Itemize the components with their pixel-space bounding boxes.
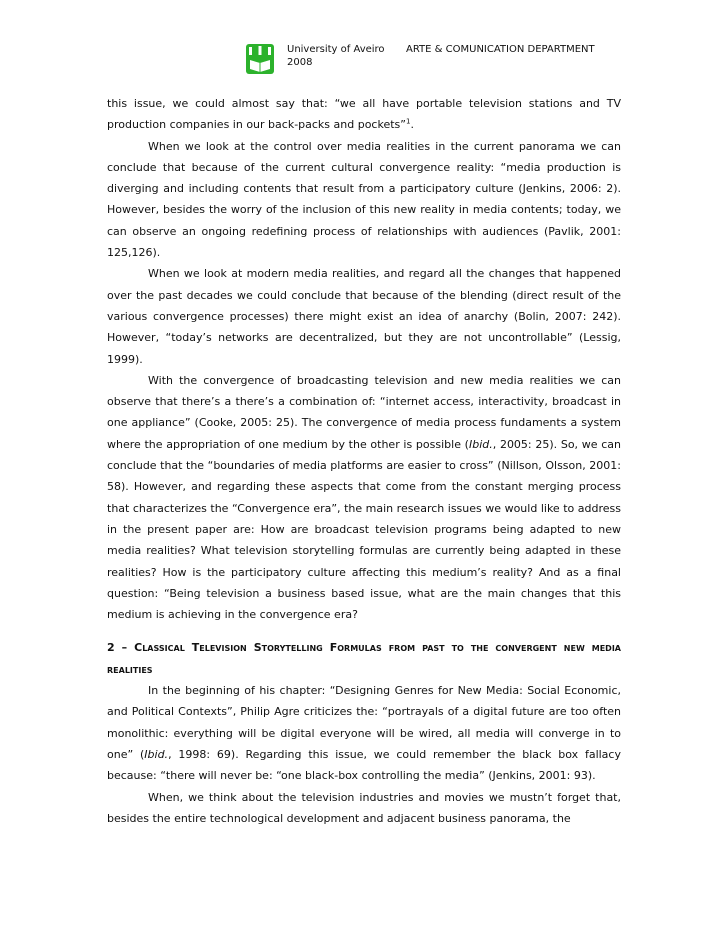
- section-heading-text: Classical Television Storytelling Formulas from past to the convergent new media realities: [107, 641, 621, 676]
- section-heading-number: 2 –: [107, 641, 135, 655]
- paragraph-1-text: this issue, we could almost say that: “we all have portable television stations and TV production companies in our back-packs and pockets”: [107, 97, 621, 132]
- paragraph-5-text-b: , 1998: 69). Regarding this issue, we could remember the black box fallacy because: “there will never be: “one black-box controlling the media” (Jenkins, 2001: 93).: [107, 747, 621, 783]
- paragraph-1-end: .: [410, 118, 414, 132]
- paragraph-5-ibid: Ibid.: [144, 747, 169, 761]
- paragraph-4-text-a: With the convergence of broadcasting television and new media realities we can observe that there’s a there’s a combination of: “internet access, interactivity, broadcast in one appliance” (Cooke, 2005: 25). The convergence of media process fundaments a system where the appropriation of one medium by the other is possible (: [107, 373, 621, 451]
- header-department: ARTE & COMUNICATION DEPARTMENT: [406, 44, 595, 55]
- paragraph-5-text-a: In the beginning of his chapter: “Designing Genres for New Media: Social Economic, and Political Contexts”, Philip Agre criticizes the: “portrayals of a digital future are too often monolithic: everything will be digital everyone will be wired, all media will converge in to one” (: [107, 684, 621, 761]
- paragraph-1: [107, 93, 621, 136]
- page-body: [107, 93, 621, 829]
- university-logo-icon: [246, 44, 274, 74]
- paragraph-5: [107, 680, 621, 786]
- section-gap: [107, 625, 621, 637]
- page-header: [0, 0, 728, 90]
- paragraph-2: When we look at the control over media realities in the current panorama we can conclude that because of the current cultural convergence reality: “media production is diverging and including contents that result from a participatory culture (Jenkins, 2006: 2). However, besides the worry of the inclusion of this new reality in media contents; today, we can observe an ongoing redefining process of relationships with audiences (Pavlik, 2001: 125,126).: [107, 139, 621, 260]
- section-heading: [107, 637, 621, 680]
- paragraph-3: When we look at modern media realities, and regard all the changes that happened over the past decades we could conclude that because of the blending (direct result of the various convergence processes) there might exist an idea of anarchy (Bolin, 2007: 242). However, “today’s networks are decentralized, but they are not uncontrollable” (Lessig, 1999).: [107, 267, 621, 366]
- paragraph-4-ibid: Ibid.: [468, 437, 493, 451]
- header-university: University of Aveiro: [287, 44, 385, 55]
- header-year: 2008: [287, 57, 313, 68]
- footnote-marker: 1: [405, 117, 411, 126]
- paragraph-4-text-b: , 2005: 25). So, we can conclude that the “boundaries of media platforms are easier to cross” (Nillson, Olsson, 2001: 58). However, and regarding these aspects that come from the constant merging process that characterizes the “Convergence era”, the main research issues we would like to address in the present paper are: How are broadcast television programs being adapted to new media realities? What television storytelling formulas are currently being adapted in these realities? How is the participatory culture affecting this medium’s reality? And as a final question: “Being television a business based issue, what are the main changes that this medium is achieving in the convergence era?: [107, 437, 621, 622]
- paragraph-4: [107, 370, 621, 626]
- paragraph-6: When, we think about the television industries and movies we mustn’t forget that, besides the entire technological development and adjacent business panorama, the: [107, 790, 621, 825]
